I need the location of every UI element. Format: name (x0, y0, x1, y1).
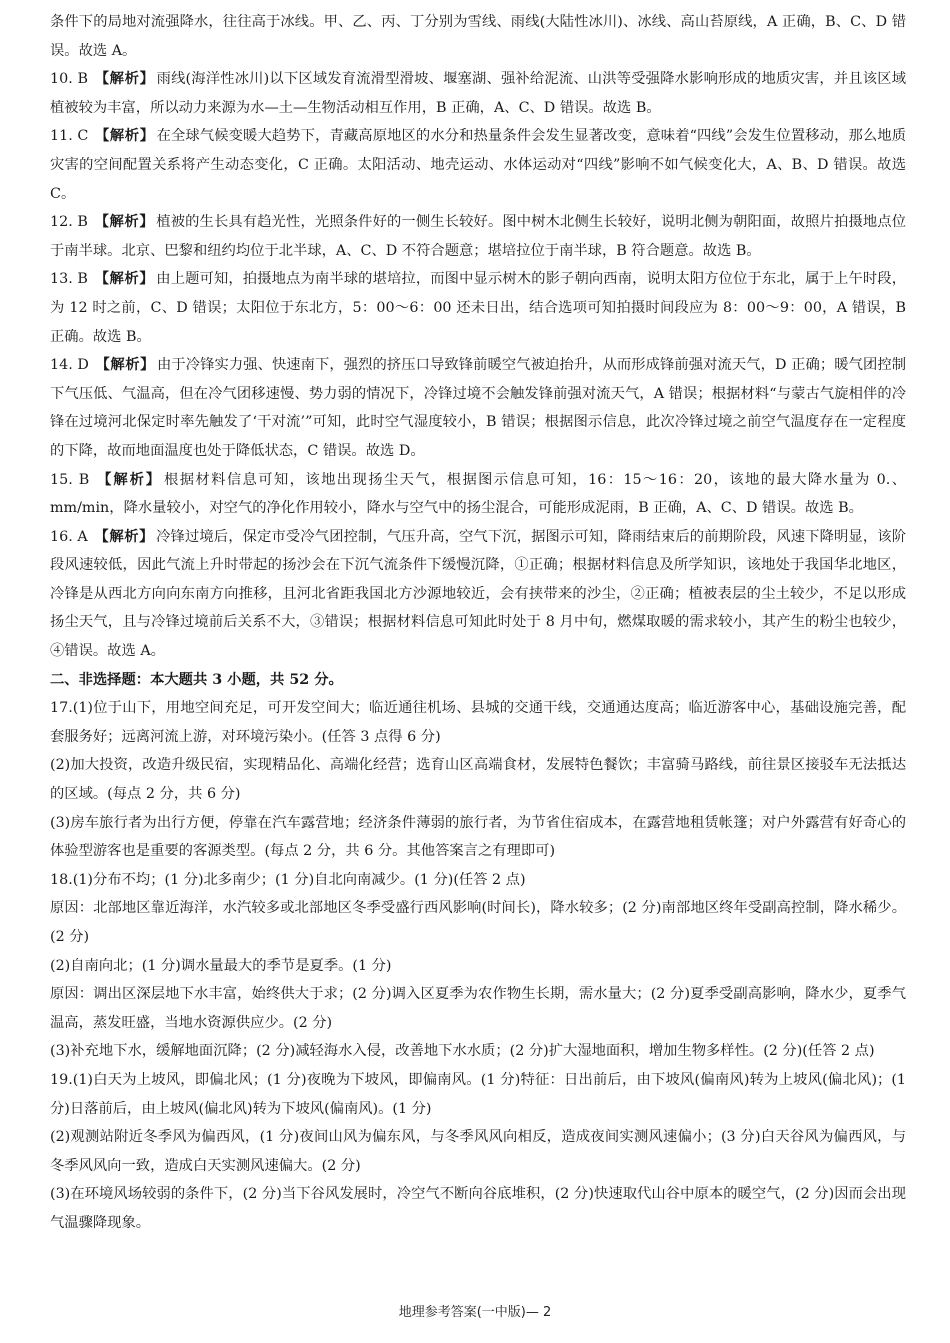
answer-part: (3)在环境风场较弱的条件下，(2 分)当下谷风发展时，冷空气不断向谷底堆积，(2 分)快速取代山谷中原本的暖空气，(2 分)因而会出现气温骤降现象。 (50, 1186, 906, 1231)
answer-text: 植被的生长具有趋光性，光照条件好的一侧生长较好。图中树木北侧生长较好，说明北侧为朝阳面，故照片拍摄地点位于南半球。北京、巴黎和纽约均位于北半球，A、C、D 不符合题意；堪培拉位于南半球，B 符合题意。故选 B。 (50, 214, 907, 259)
answer-part: (3)补充地下水，缓解地面沉降；(2 分)减轻海水入侵，改善地下水水质；(2 分)扩大湿地面积，增加生物多样性。(2 分)(任答 2 点) (50, 1043, 875, 1060)
answer-part (50, 1066, 906, 1123)
answer-text: 在全球气候变暖大趋势下，青藏高原地区的水分和热量条件会发生显著改变，意味着“四线”会发生位置移动，那么地质灾害的空间配置关系将产生动态变化，C 正确。太阳活动、地壳运动、水体运动对“四线”影响不如气候变化大，A、B、D 错误。故选 C。 (50, 128, 906, 202)
answer-number: 15. B (50, 471, 90, 488)
analysis-tag: 【解析】 (97, 471, 163, 488)
answer-text: 冷锋过境后，保定市受冷气团控制，气压升高，空气下沉，据图示可知，降雨结束后的前期阶段，风速下降明显，该阶段风速较低，因此气流上升时带起的扬沙会在下沉气流条件下缓慢沉降，①正确；根据材料信息及所学知识，该地处于我国华北地区，冷锋是从西北方向向东南方向推移，且河北省距我国北方沙源地较近，会有挟带来的沙尘，②正确；植被表层的尘土较少，不足以形成扬尘天气，且与冷锋过境前后关系不大，③错误；根据材料信息可知此时处于 8 月中旬，燃煤取暖的需求较小，其产生的粉尘也较少，④错误。故选 A。 (50, 528, 907, 660)
answer-item (50, 65, 906, 122)
answer-part-text: (1)白天为上坡风，即偏北风；(1 分)夜晚为下坡风，即偏南风。(1 分)特征：日出前后，由下坡风(偏南风)转为上坡风(偏北风)；(1 分)日落前后，由上坡风(偏北风)转为下坡风(偏南风)。(1 分) (50, 1071, 906, 1117)
section-title: 二、非选择题：本大题共 3 小题，共 52 分。 (50, 671, 343, 688)
answer-number: 17. (50, 700, 73, 717)
answer-number: 11. C (50, 128, 89, 145)
answer-part-text: (1)分布不均；(1 分)北多南少；(1 分)自北向南减少。(1 分)(任答 2 点) (72, 871, 526, 888)
answer-item (50, 208, 906, 265)
answer-number: 13. B (50, 271, 88, 288)
answer-part: (2)加大投资，改造升级民宿，实现精品化、高端化经营；选育山区高端食材，发展特色餐饮；丰富骑马路线，前往景区接驳车无法抵达的区域。(每点 2 分，共 6 分) (50, 757, 906, 803)
answer-item (50, 466, 906, 523)
answer-item (50, 122, 906, 208)
answer-text: 由上题可知，拍摄地点为南半球的堪培拉，而图中显示树木的影子朝向西南，说明太阳方位位于东北，属于上午时段，为 12 时之前，C、D 错误；太阳位于东北方，5：00～6：00 还未日出，结合选项可知拍摄时间段应为 8：00～9：00，A 错误，B 正确。故选 B。 (50, 271, 907, 345)
answer-number: 16. A (50, 528, 88, 545)
answer-number: 12. B (50, 214, 88, 231)
answer-number: 18. (50, 871, 73, 888)
page-footer: 地理参考答案(一中版)— 2 (398, 1305, 552, 1320)
answer-part: 原因：调出区深层地下水丰富，始终供大于求；(2 分)调入区夏季为农作物生长期，需水量大；(2 分)夏季受副高影响，降水少，夏季气温高，蒸发旺盛，当地水资源供应少。(2 分) (50, 986, 906, 1031)
mc-answer-list (50, 65, 906, 665)
open-answer-18 (50, 866, 906, 1066)
analysis-tag: 【解析】 (95, 128, 155, 145)
answer-number: 14. D (50, 357, 89, 374)
answer-part (50, 866, 906, 895)
open-answer-list (50, 694, 906, 1237)
answer-part: (3)房车旅行者为出行方便，停靠在汽车露营地；经济条件薄弱的旅行者，为节省住宿成本，在露营地租赁帐篷；对户外露营有好奇心的体验型游客也是重要的客源类型。(每点 2 分，共 6 分。其他答案言之有理即可) (50, 814, 906, 860)
open-answer-19 (50, 1066, 906, 1238)
analysis-tag: 【解析】 (95, 357, 155, 374)
analysis-tag: 【解析】 (94, 214, 155, 231)
answer-part: (2)自南向北；(1 分)调水量最大的季节是夏季。(1 分) (50, 957, 392, 974)
answer-number: 10. B (50, 71, 88, 88)
analysis-tag: 【解析】 (94, 71, 155, 88)
open-answer-17 (50, 694, 906, 866)
intro-paragraph: 条件下的局地对流强降水，往往高于冰线。甲、乙、丙、丁分别为雪线、雨线(大陆性冰川)、冰线、高山苔原线，A 正确，B、C、D 错误。故选 A。 (50, 14, 906, 59)
answer-item (50, 351, 906, 465)
answer-part-text: (1)位于山下，用地空间充足，可开发空间大；临近通往机场、县城的交通干线，交通通达度高；临近游客中心，基础设施完善，配套服务好；远离河流上游，对环境污染小。(任答 3 点得 6 分) (50, 700, 906, 745)
answer-part: 原因：北部地区靠近海洋，水汽较多或北部地区冬季受盛行西风影响(时间长)，降水较多；(2 分)南部地区终年受副高控制，降水稀少。(2 分) (50, 900, 906, 945)
answer-text: 根据材料信息可知，该地出现扬尘天气，根据图示信息可知，16：15～16：20，该地的最大降水量为 0.、mm/min，降水量较小，对空气的净化作用较小，降水与空气中的扬尘混合，可能形成泥雨，B 正确，A、C、D 错误。故选 B。 (50, 471, 907, 517)
answer-number: 19. (50, 1071, 73, 1088)
answer-part (50, 694, 906, 751)
answer-text: 由于冷锋实力强、快速南下，强烈的挤压口导致锋前暖空气被迫抬升，从而形成锋前强对流天气，D 正确；暖气团控制下气压低、气温高，但在冷气团移速慢、势力弱的情况下，冷锋过境不会触发锋前强对流天气，A 错误；根据材料“与蒙古气旋相伴的冷锋在过境河北保定时率先触发了‘干对流’”可知，此时空气湿度较小，B 错误；根据图示信息，此次冷锋过境之前空气温度存在一定程度的下降，故而地面温度也处于降低状态，C 错误。故选 D。 (50, 357, 906, 459)
answer-part: (2)观测站附近冬季风为偏西风，(1 分)夜间山风为偏东风，与冬季风风向相反，造成夜间实测风速偏小；(3 分)白天谷风为偏西风，与冬季风风向一致，造成白天实测风速偏大。(2 分) (50, 1129, 906, 1174)
answer-item (50, 265, 906, 351)
answer-item (50, 523, 906, 666)
answer-text: 雨线(海洋性冰川)以下区域发育流滑型滑坡、堰塞湖、强补给泥流、山洪等受强降水影响形成的地质灾害，并且该区域植被较为丰富，所以动力来源为水—土—生物活动相互作用，B 正确，A、C、D 错误。故选 B。 (50, 71, 907, 116)
analysis-tag: 【解析】 (94, 271, 155, 288)
analysis-tag: 【解析】 (94, 528, 155, 545)
